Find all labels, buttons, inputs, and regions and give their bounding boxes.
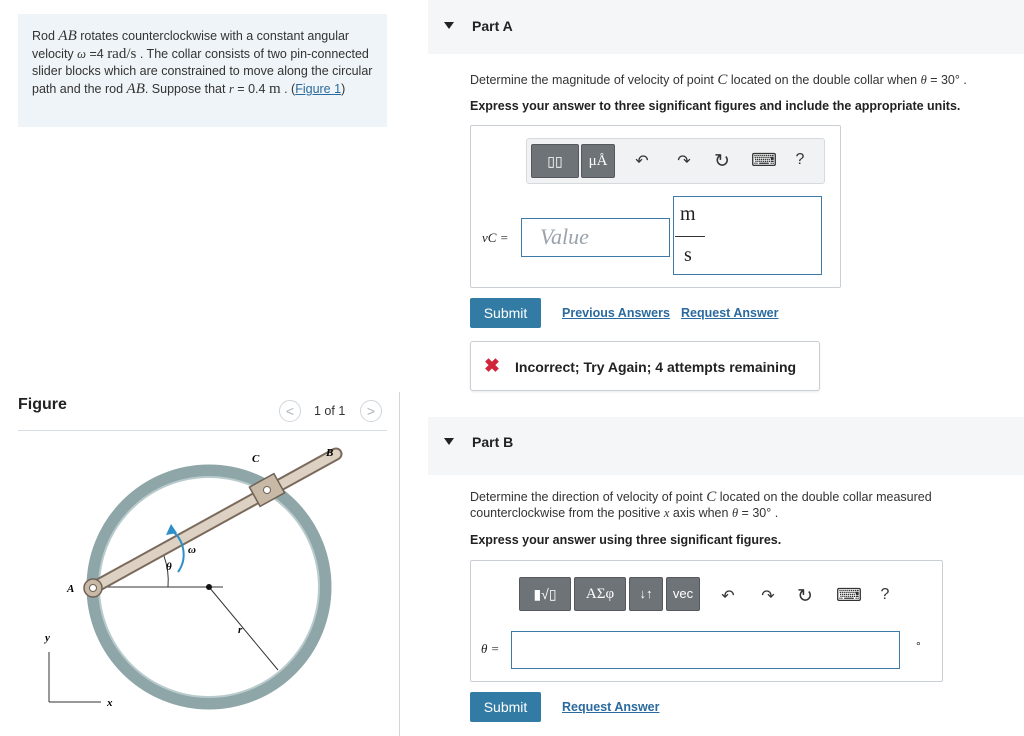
problem-text: rotates counterclockwise with a constant angular velocity xyxy=(32,29,350,61)
label-x: x xyxy=(107,697,113,709)
label-a: A xyxy=(67,583,75,595)
part-a-header[interactable] xyxy=(428,0,1024,54)
greek-button[interactable]: ΑΣφ xyxy=(574,577,626,611)
question-text: = 30° . xyxy=(738,506,779,520)
part-a-submit-button[interactable]: Submit xyxy=(470,298,541,328)
reset-icon[interactable]: ↻ xyxy=(797,586,813,607)
help-icon[interactable]: ? xyxy=(880,586,890,603)
undo-icon[interactable]: ↶ xyxy=(635,153,649,170)
part-a-request-answer-link[interactable]: Request Answer xyxy=(681,306,779,320)
problem-text: . The collar consists of two pin-connected slider blocks which are constrained to move along the circular path and the rod xyxy=(32,46,373,96)
problem-text: ) xyxy=(341,81,346,96)
question-text: Determine the magnitude of velocity of point xyxy=(470,73,718,87)
r-unit: m xyxy=(268,80,281,97)
math-toolbar xyxy=(526,138,825,184)
part-b-request-answer-link[interactable]: Request Answer xyxy=(562,700,660,714)
collapse-triangle-icon[interactable] xyxy=(444,438,454,445)
keyboard-icon[interactable]: ⌨ xyxy=(836,585,862,605)
part-b-title: Part B xyxy=(472,434,514,450)
redo-icon[interactable]: ↷ xyxy=(761,588,775,605)
label-theta: θ xyxy=(166,561,172,573)
point-c-symbol: C xyxy=(706,489,717,505)
unit-numerator: m xyxy=(680,203,696,225)
figure-divider xyxy=(18,430,387,431)
unit-denominator: s xyxy=(684,244,692,266)
question-text: axis when xyxy=(669,506,732,520)
feedback-message: Incorrect; Try Again; 4 attempts remaining xyxy=(515,359,797,375)
units-button[interactable]: μÅ xyxy=(581,144,615,178)
question-text: Determine the direction of velocity of point xyxy=(470,490,707,504)
problem-statement xyxy=(18,14,387,127)
redo-icon[interactable]: ↷ xyxy=(677,153,691,170)
x-symbol: x xyxy=(663,506,670,520)
collapse-triangle-icon[interactable] xyxy=(444,22,454,29)
rod-label: AB xyxy=(126,80,145,97)
label-y: y xyxy=(45,632,50,644)
part-a-answer-box xyxy=(470,125,841,288)
radius-line xyxy=(209,587,278,670)
omega-unit: rad/s xyxy=(107,45,137,62)
templates-button[interactable]: ▯▯ xyxy=(531,144,579,178)
label-c: C xyxy=(252,453,260,465)
angle-input[interactable] xyxy=(511,631,900,669)
units-input[interactable] xyxy=(673,196,822,275)
part-b-question xyxy=(470,489,1000,521)
mechanism-figure xyxy=(18,432,378,732)
question-text: located on the double collar measured counterclockwise from the positive xyxy=(470,490,932,520)
arrows-button[interactable]: ↓↑ xyxy=(629,577,663,611)
problem-text: . Suppose that xyxy=(144,81,229,96)
part-b-instruction: Express your answer using three significant figures. xyxy=(470,533,782,547)
part-a-question xyxy=(470,72,1010,88)
math-toolbar xyxy=(519,575,701,615)
problem-text: = 0.4 xyxy=(233,81,269,96)
value-placeholder: Value xyxy=(540,224,589,249)
vec-button[interactable]: vec xyxy=(666,577,700,611)
part-a-instruction: Express your answer to three significant figures and include the appropriate units. xyxy=(470,99,961,113)
part-b-submit-button[interactable]: Submit xyxy=(470,692,541,722)
part-a-title: Part A xyxy=(472,18,513,34)
templates-button[interactable]: ▮√▯ xyxy=(519,577,571,611)
incorrect-x-icon: ✖ xyxy=(484,356,500,377)
problem-text: Rod xyxy=(32,29,59,43)
pin-a-hole xyxy=(90,585,97,592)
figure-nav xyxy=(279,400,387,424)
value-input[interactable] xyxy=(521,218,670,257)
incorrect-feedback xyxy=(470,341,820,391)
theta-symbol: θ xyxy=(920,73,927,87)
center-point xyxy=(206,584,212,590)
label-r: r xyxy=(238,624,243,636)
panel-divider xyxy=(399,392,400,736)
part-b-answer-box xyxy=(470,560,943,682)
degree-unit: ° xyxy=(916,639,921,653)
figure-link[interactable]: Figure 1 xyxy=(295,81,342,96)
keyboard-icon[interactable]: ⌨ xyxy=(751,150,777,170)
problem-text: =4 xyxy=(85,46,108,61)
question-text: = 30° . xyxy=(926,73,967,87)
fraction-bar xyxy=(675,236,705,237)
rod-label: AB xyxy=(58,28,77,44)
r-symbol: r xyxy=(228,81,234,96)
figure-count: 1 of 1 xyxy=(314,404,346,418)
figure-title: Figure xyxy=(18,396,67,413)
next-figure-button[interactable]: > xyxy=(360,400,382,422)
omega-symbol: ω xyxy=(77,46,86,61)
label-b: B xyxy=(326,447,334,459)
reset-icon[interactable]: ↻ xyxy=(714,151,730,172)
label-omega: ω xyxy=(188,544,196,556)
velocity-label: vC = xyxy=(482,230,509,245)
prev-figure-button[interactable]: < xyxy=(279,400,301,422)
question-text: located on the double collar when xyxy=(727,73,921,87)
part-b-header[interactable] xyxy=(428,417,1024,475)
theta-symbol: θ xyxy=(731,506,739,520)
problem-text: . ( xyxy=(280,81,296,96)
undo-icon[interactable]: ↶ xyxy=(721,588,735,605)
help-icon[interactable]: ? xyxy=(795,151,805,168)
theta-label: θ = xyxy=(481,641,500,656)
previous-answers-link[interactable]: Previous Answers xyxy=(562,306,670,320)
point-c-symbol: C xyxy=(717,72,728,88)
